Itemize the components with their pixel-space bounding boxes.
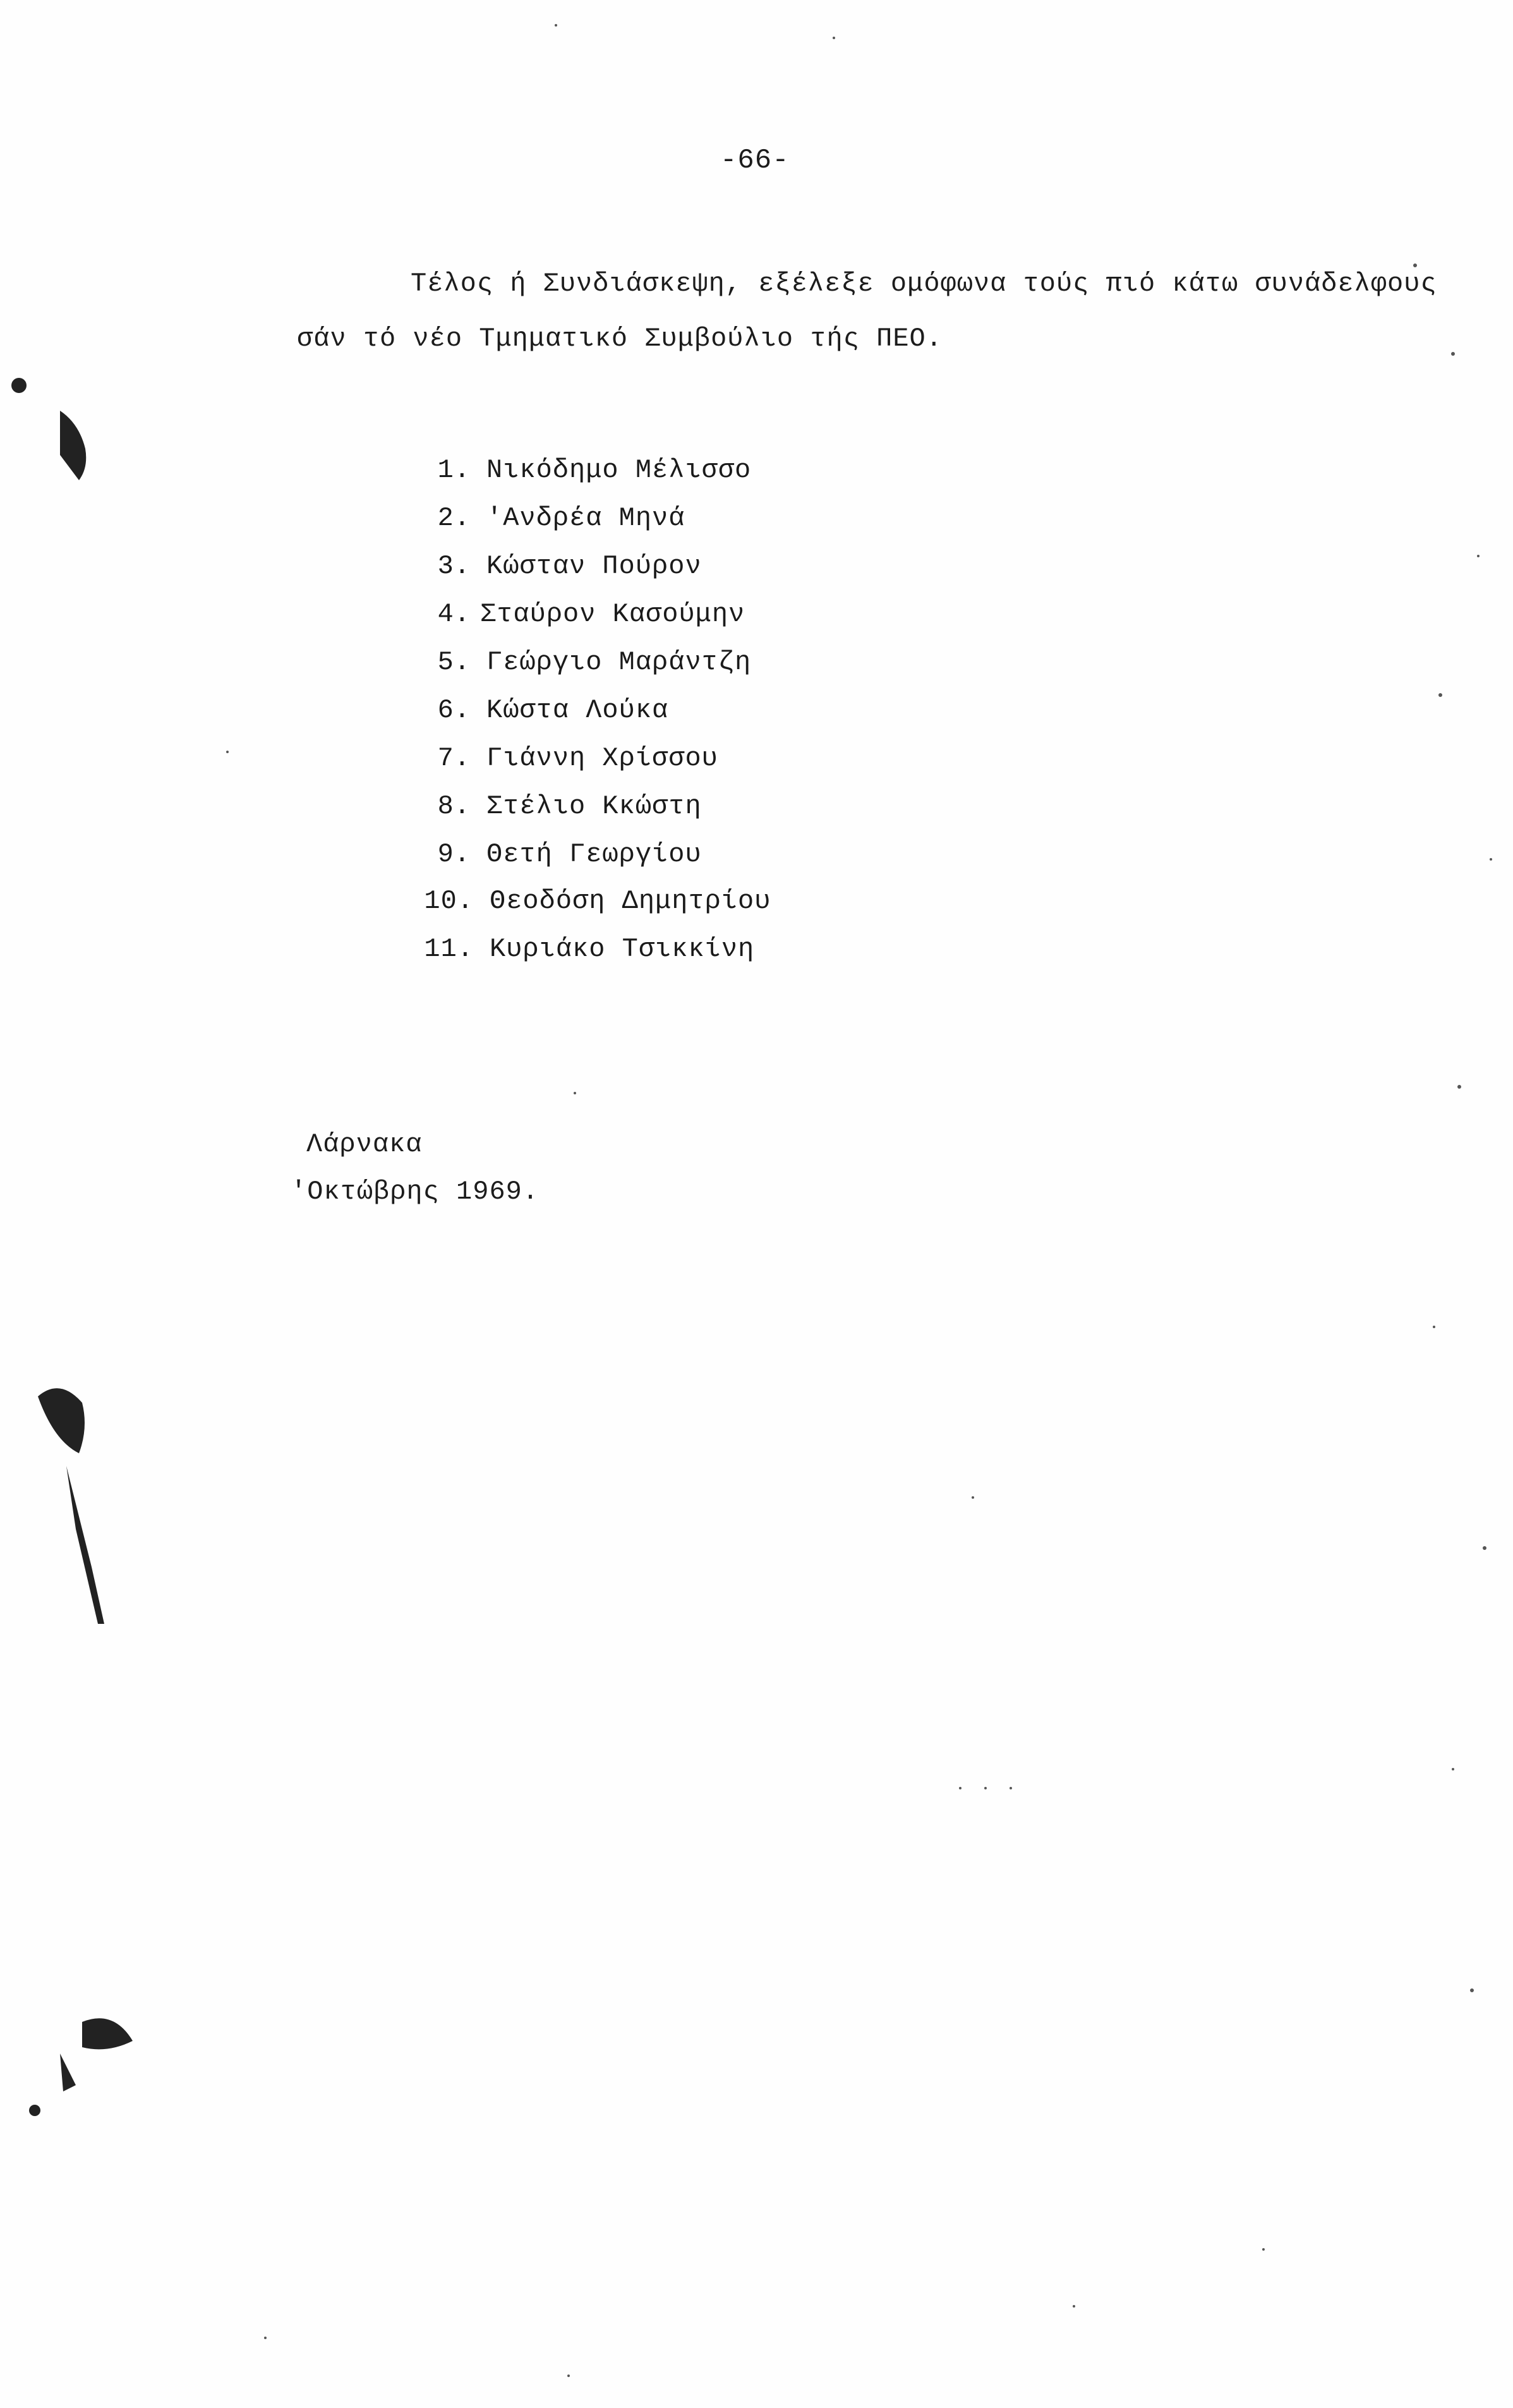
closing-date: 'Οκτώβρης 1969.: [291, 1177, 539, 1207]
list-item-number: 2.: [437, 503, 471, 533]
paragraph-line-2: σάν τό νέο Τμηματικό Συμβούλιο τής ΠΕΟ.: [297, 324, 943, 354]
paragraph-line-1: Τέλος ή Συνδιάσκεψη, εξέλεξε ομόφωνα τούς πιό κάτω συνάδελφους: [411, 269, 1437, 299]
list-item-number: 9.: [437, 839, 471, 869]
list-item-number: 6.: [437, 695, 471, 725]
list-item-number: 10.: [424, 886, 474, 916]
list-item-number: 7.: [437, 743, 471, 773]
list-item-number: 4.: [437, 599, 471, 629]
list-item-number: 1.: [437, 455, 471, 485]
list-item-number: 11.: [424, 934, 474, 964]
list-item-name: Στέλιο Κκώστη: [486, 791, 702, 821]
list-item-number: 8.: [437, 791, 471, 821]
list-item-name: Θεοδόση Δημητρίου: [490, 886, 771, 916]
list-item-name: 'Ανδρέα Μηνά: [486, 503, 685, 533]
list-item-name: Νικόδημο Μέλισσο: [486, 455, 752, 485]
list-item-name: Θετή Γεωργίου: [486, 839, 702, 869]
list-item-number: 3.: [437, 551, 471, 581]
list-item-name: Κώσταν Πούρον: [486, 551, 702, 581]
list-item-name: Κυριάκο Τσικκίνη: [490, 934, 755, 964]
list-item-name: Κώστα Λούκα: [486, 695, 669, 725]
list-item-name: Γιάννη Χρίσσου: [486, 743, 718, 773]
list-item-name: Γεώργιο Μαράντζη: [486, 647, 752, 677]
list-item-name: Σταύρον Κασούμην: [480, 599, 745, 629]
list-item-number: 5.: [437, 647, 471, 677]
closing-place: Λάρνακα: [306, 1129, 423, 1159]
page-number: -66-: [720, 145, 790, 176]
